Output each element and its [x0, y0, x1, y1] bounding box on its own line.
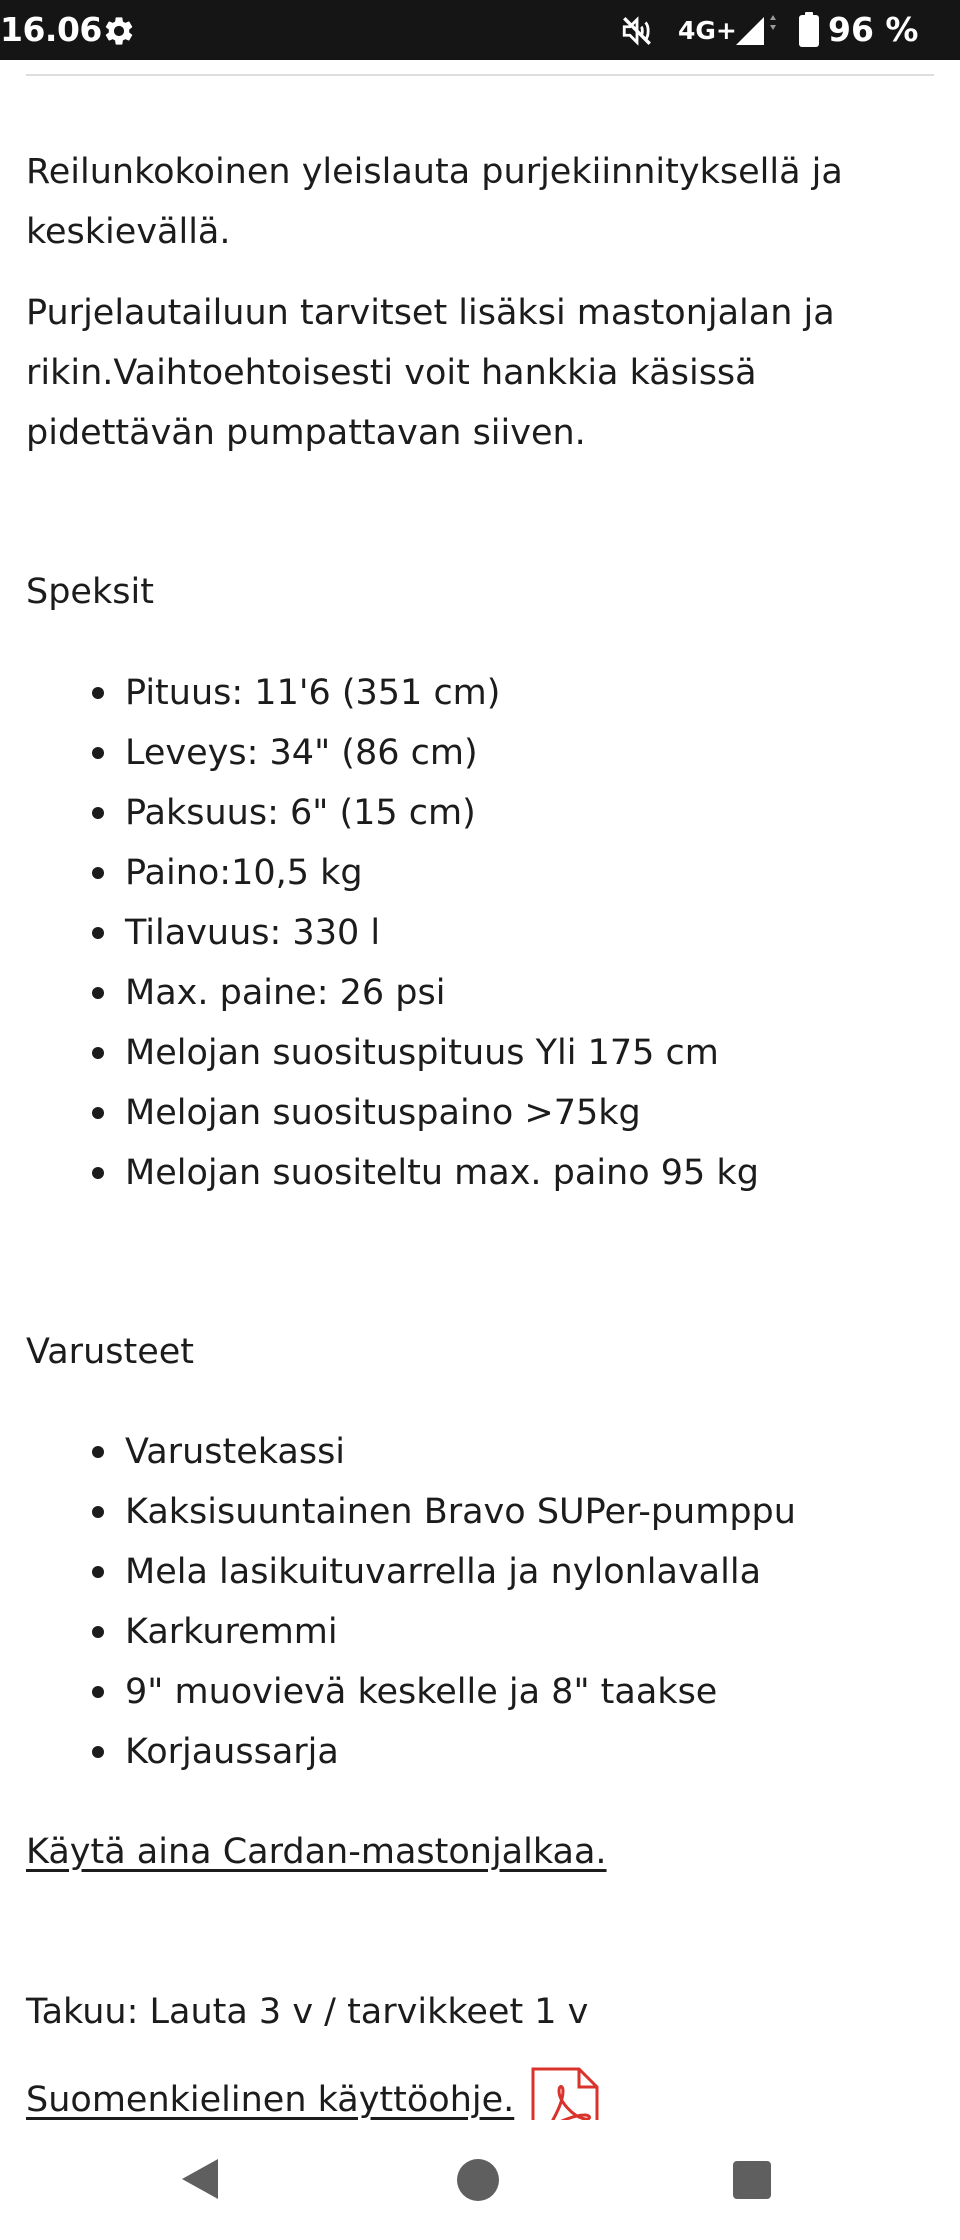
accessory-item-repair-kit: Korjaussarja — [0, 1722, 960, 1782]
home-circle-icon[interactable] — [456, 2158, 500, 2202]
manual-download[interactable] — [26, 2065, 601, 2120]
divider — [26, 74, 934, 76]
spec-item-max-pressure: Max. paine: 26 psi — [0, 963, 960, 1023]
product-description — [0, 60, 960, 2120]
pdf-icon[interactable] — [529, 2065, 601, 2120]
back-triangle-icon[interactable] — [178, 2156, 222, 2202]
accessory-item-pump: Kaksisuuntainen Bravo SUPer-pumppu — [0, 1482, 960, 1542]
gear-icon — [102, 14, 136, 48]
mute-icon — [620, 14, 654, 48]
warranty-text: Takuu: Lauta 3 v / tarvikkeet 1 v — [26, 1992, 589, 2032]
battery-icon — [798, 12, 820, 48]
cardan-mast-base-link[interactable]: Käytä aina Cardan-mastonjalkaa. — [26, 1832, 607, 1872]
spec-item-rider-weight: Melojan suosituspaino >75kg — [0, 1083, 960, 1143]
spec-item-length: Pituus: 11'6 (351 cm) — [0, 663, 960, 723]
accessories-list — [0, 1422, 960, 1782]
accessory-item-fins: 9" muovievä keskelle ja 8" taakse — [0, 1662, 960, 1722]
specs-list — [0, 663, 960, 1203]
specs-heading: Speksit — [26, 572, 154, 612]
network-type: 4G+ — [678, 16, 737, 45]
accessory-item-bag: Varustekassi — [0, 1422, 960, 1482]
battery-percent: 96 % — [828, 10, 919, 49]
manual-link[interactable]: Suomenkielinen käyttöohje. — [26, 2080, 515, 2120]
spec-item-rider-height: Melojan suosituspituus Yli 175 cm — [0, 1023, 960, 1083]
accessory-item-paddle: Mela lasikuituvarrella ja nylonlavalla — [0, 1542, 960, 1602]
accessories-heading: Varusteet — [26, 1332, 194, 1372]
status-time: 16.06 — [0, 10, 102, 49]
spec-item-volume: Tilavuus: 330 l — [0, 903, 960, 963]
cell-signal-icon — [734, 12, 778, 48]
spec-item-thickness: Paksuus: 6" (15 cm) — [0, 783, 960, 843]
spec-item-rider-max-weight: Melojan suositeltu max. paino 95 kg — [0, 1143, 960, 1203]
spec-item-weight: Paino:10,5 kg — [0, 843, 960, 903]
recents-square-icon[interactable] — [732, 2160, 772, 2200]
accessory-item-leash: Karkuremmi — [0, 1602, 960, 1662]
status-bar — [0, 0, 960, 60]
spec-item-width: Leveys: 34" (86 cm) — [0, 723, 960, 783]
intro-paragraph-2: Purjelautailuun tarvitset lisäksi mastonjalan ja rikin.Vaihtoehtoisesti voit hankkia käsissä pidettävän pumpattavan siiven. — [26, 293, 835, 453]
intro-paragraph-1: Reilunkokoinen yleislauta purjekiinnityksellä ja keskievällä. — [26, 152, 843, 252]
navigation-bar — [0, 2120, 960, 2240]
